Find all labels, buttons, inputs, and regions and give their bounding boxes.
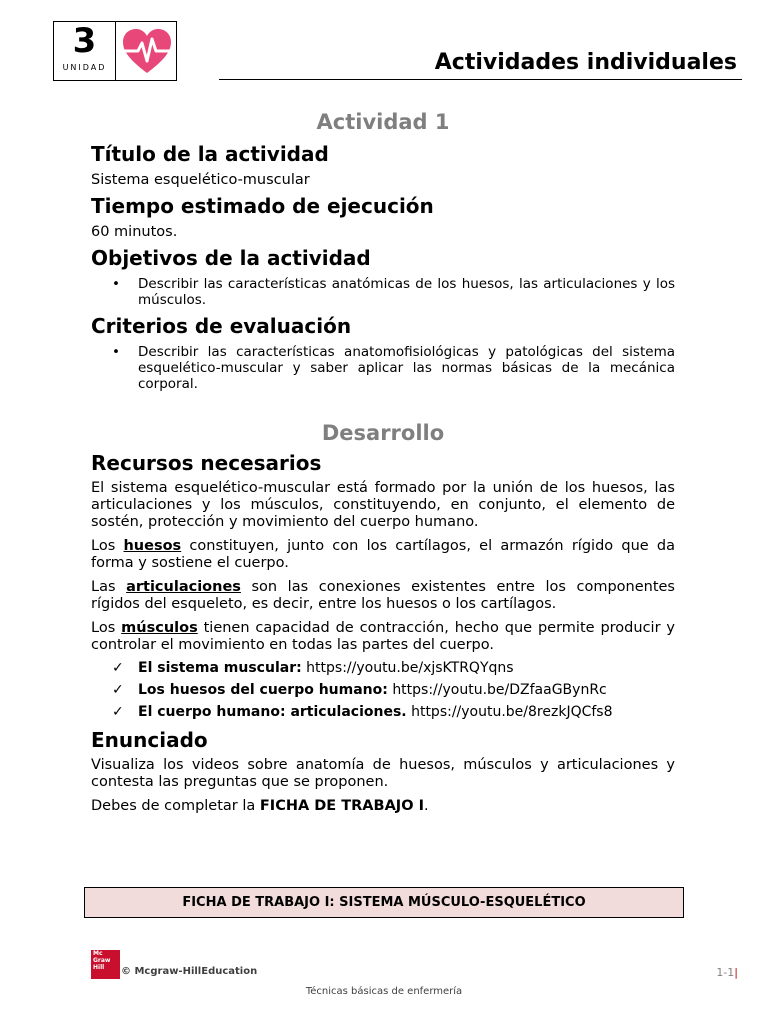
page-bar: |	[734, 966, 738, 979]
link-label: El cuerpo humano: articulaciones.	[138, 704, 407, 720]
desarrollo-heading: Desarrollo	[321, 421, 445, 445]
video-link[interactable]: https://youtu.be/DZfaaGBynRc	[392, 682, 607, 698]
criteria-list	[91, 344, 675, 392]
logo-line: Mc	[93, 950, 103, 957]
unit-label: UNIDAD	[62, 63, 107, 72]
bullet-icon: •	[112, 276, 120, 292]
video-link[interactable]: https://youtu.be/8rezkJQCfs8	[411, 704, 613, 720]
logo-line: Graw	[93, 957, 111, 964]
list-item	[91, 701, 675, 723]
complete-post: .	[423, 798, 429, 814]
video-links-list	[91, 657, 675, 723]
complete-bold: FICHA DE TRABAJO I	[259, 798, 424, 814]
complete-paragraph	[91, 798, 675, 815]
header-divider	[219, 79, 742, 80]
main-content	[91, 108, 675, 815]
link-label: El sistema muscular:	[138, 660, 302, 676]
objective-text: Describir las características anatómicas de los huesos, las articulaciones y los músculos.	[138, 276, 675, 308]
checkmark-icon: ✓	[112, 660, 124, 676]
unit-divider	[115, 22, 116, 80]
time-label: Tiempo estimado de ejecución	[91, 194, 434, 218]
huesos-paragraph	[91, 538, 675, 572]
page-number-text: 1-1	[716, 966, 735, 979]
activity-heading: Actividad 1	[316, 110, 450, 134]
articulaciones-paragraph	[91, 579, 675, 613]
link-label: Los huesos del cuerpo humano:	[138, 682, 388, 698]
criteria-label: Criterios de evaluación	[91, 314, 352, 338]
checkmark-icon: ✓	[112, 682, 124, 698]
musculos-post: tienen capacidad de contracción, hecho que permite producir y controlar el movimiento en todas las partes del cuerpo.	[91, 620, 676, 653]
unit-box	[53, 21, 177, 81]
complete-pre: Debes de completar la	[91, 798, 260, 814]
statement-paragraph: Visualiza los videos sobre anatomía de huesos, músculos y articulaciones y contesta las preguntas que se proponen.	[91, 757, 675, 790]
resources-label: Recursos necesarios	[91, 451, 322, 475]
mcgraw-hill-logo	[91, 950, 120, 979]
page-title: Actividades individuales	[434, 50, 737, 75]
list-item	[91, 344, 675, 392]
list-item	[91, 657, 675, 679]
intro-paragraph: El sistema esquelético-muscular está formado por la unión de los huesos, las articulaciones y los músculos, constituyendo, en conjunto, el elemento de sostén, protección y movimiento del cuerpo humano.	[91, 480, 675, 530]
huesos-post: constituyen, junto con los cartílagos, el armazón rígido que da forma y sostiene el cuerpo.	[91, 538, 676, 571]
worksheet-title-box: FICHA DE TRABAJO I: SISTEMA MÚSCULO-ESQUELÉTICO	[84, 887, 684, 918]
title-value: Sistema esquelético-muscular	[91, 172, 310, 188]
objectives-label: Objetivos de la actividad	[91, 246, 371, 270]
musculos-paragraph	[91, 620, 675, 654]
checkmark-icon: ✓	[112, 704, 124, 720]
time-value: 60 minutos.	[91, 224, 178, 240]
bullet-icon: •	[112, 344, 120, 360]
statement-label: Enunciado	[91, 728, 208, 752]
articulaciones-term: articulaciones	[126, 579, 241, 595]
criteria-text: Describir las características anatomofisiológicas y patológicas del sistema esquelético-muscular y saber aplicar las normas básicas de la mecánica corporal.	[138, 344, 675, 392]
musculos-term: músculos	[121, 620, 198, 636]
footer-course-name: Técnicas básicas de enfermería	[305, 986, 463, 997]
articulaciones-pre: Las	[91, 579, 127, 595]
page-number	[716, 966, 738, 979]
logo-line: Hill	[93, 964, 105, 971]
heart-pulse-icon	[121, 28, 173, 76]
copyright-text: © Mcgraw-HillEducation	[121, 966, 258, 977]
list-item	[91, 276, 675, 308]
huesos-term: huesos	[123, 538, 182, 554]
musculos-pre: Los	[91, 620, 122, 636]
objectives-list	[91, 276, 675, 308]
title-label: Título de la actividad	[91, 142, 329, 166]
list-item	[91, 679, 675, 701]
huesos-pre: Los	[91, 538, 124, 554]
video-link[interactable]: https://youtu.be/xjsKTRQYqns	[306, 660, 514, 676]
articulaciones-post: son las conexiones existentes entre los componentes rígidos del esqueleto, es decir, entre los huesos o los cartílagos.	[91, 579, 675, 612]
unit-number: 3	[72, 21, 97, 61]
